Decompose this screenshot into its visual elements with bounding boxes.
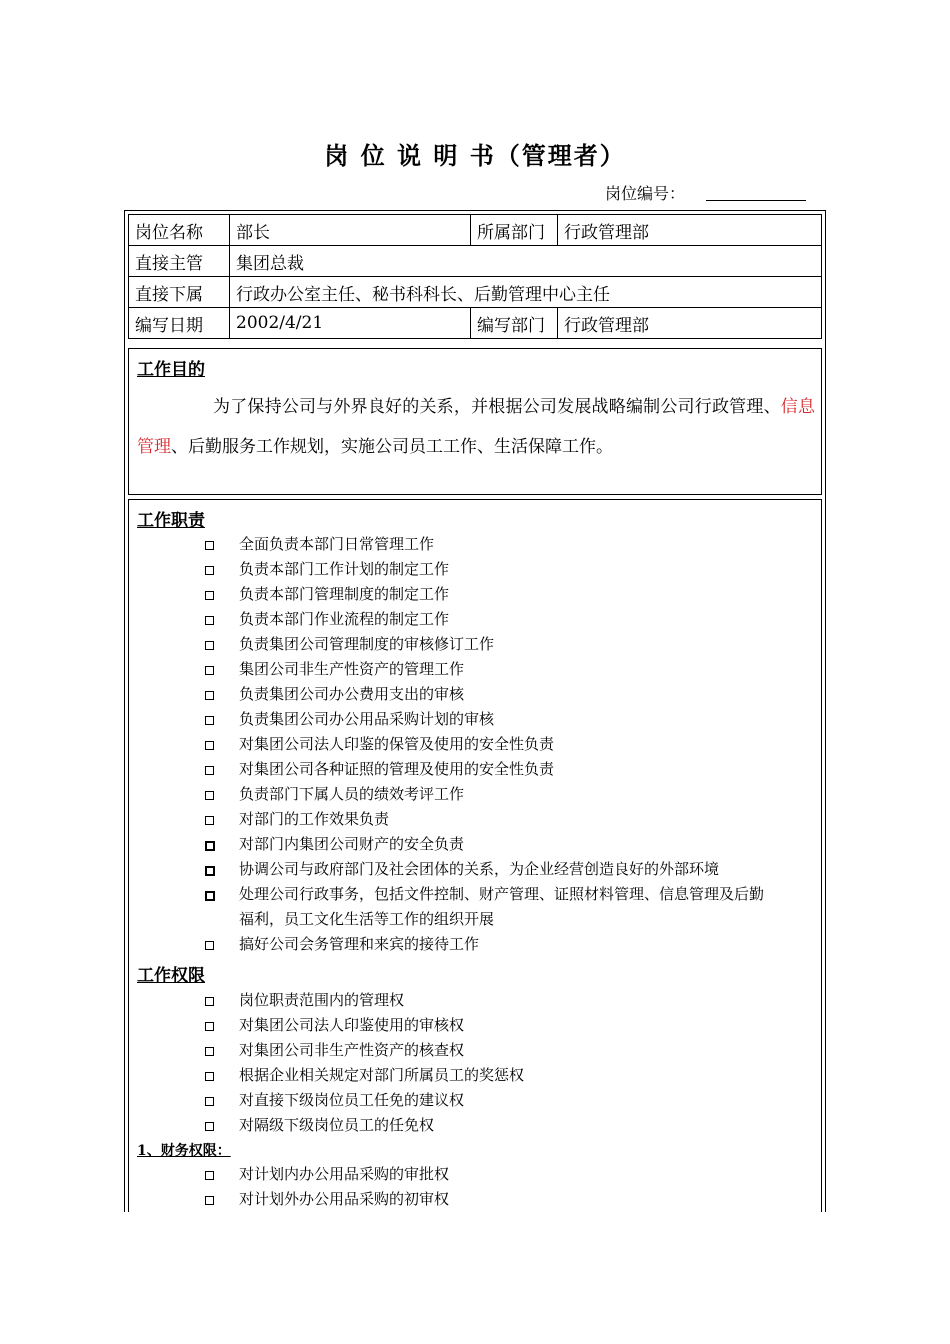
authority-item: 对直接下级岗位员工任免的建议权 (239, 1091, 465, 1109)
position-number-blank (706, 200, 806, 201)
checkbox-icon (205, 1047, 214, 1056)
subordinates-label: 直接下属 (129, 277, 230, 308)
authority-item: 根据企业相关规定对部门所属员工的奖惩权 (239, 1066, 525, 1084)
checkbox-icon (205, 997, 214, 1006)
checkbox-icon (205, 591, 214, 600)
duty-item: 全面负责本部门日常管理工作 (239, 535, 435, 553)
checkbox-icon (205, 891, 215, 901)
checkbox-icon (205, 1122, 214, 1131)
checkbox-icon (205, 1097, 214, 1106)
info-table (128, 214, 822, 339)
info-row-supervisor (129, 246, 822, 277)
purpose-text-part2: 、后勤服务工作规划，实施公司员工工作、生活保障工作。 (171, 437, 613, 457)
checkbox-icon (205, 816, 214, 825)
department-value: 行政管理部 (558, 215, 822, 246)
supervisor-value: 集团总裁 (230, 246, 822, 277)
duty-item: 对集团公司各种证照的管理及使用的安全性负责 (239, 760, 555, 778)
position-name-value: 部长 (230, 215, 471, 246)
duty-item: 对集团公司法人印鉴的保管及使用的安全性负责 (239, 735, 555, 753)
checkbox-icon (205, 866, 215, 876)
finance-item: 对计划内办公用品采购的审批权 (239, 1165, 450, 1183)
duty-item: 负责本部门作业流程的制定工作 (239, 610, 450, 628)
position-number-label: 岗位编号： (605, 184, 686, 203)
info-row-date (129, 308, 822, 339)
authority-item: 岗位职责范围内的管理权 (239, 991, 405, 1009)
checkbox-icon (205, 741, 214, 750)
checkbox-icon (205, 1171, 214, 1180)
checkbox-icon (205, 1196, 214, 1205)
duty-item: 负责本部门工作计划的制定工作 (239, 560, 450, 578)
purpose-text-part1: 为了保持公司与外界良好的关系，并根据公司发展战略编制公司行政管理、 (213, 397, 781, 417)
duty-item: 搞好公司会务管理和来宾的接待工作 (239, 935, 480, 953)
authority-heading: 工作权限 (137, 966, 205, 986)
checkbox-icon (205, 841, 215, 851)
duties-authority-section (128, 499, 822, 1212)
author-dept-value: 行政管理部 (558, 308, 822, 339)
purpose-section (128, 348, 822, 495)
authority-item: 对隔级下级岗位员工的任免权 (239, 1116, 435, 1134)
checkbox-icon (205, 566, 214, 575)
purpose-heading: 工作目的 (137, 360, 205, 380)
checkbox-icon (205, 691, 214, 700)
department-label: 所属部门 (471, 215, 558, 246)
purpose-text (137, 387, 815, 467)
duty-item: 集团公司非生产性资产的管理工作 (239, 660, 465, 678)
subordinates-value: 行政办公室主任、秘书科科长、后勤管理中心主任 (230, 277, 822, 308)
info-row-position (129, 215, 822, 246)
date-value: 2002/4/21 (230, 308, 471, 339)
duty-item: 对部门内集团公司财产的安全负责 (239, 835, 465, 853)
duty-item: 负责本部门管理制度的制定工作 (239, 585, 450, 603)
checkbox-icon (205, 616, 214, 625)
checkbox-icon (205, 541, 214, 550)
duty-item: 负责集团公司办公费用支出的审核 (239, 685, 465, 703)
duty-item: 处理公司行政事务，包括文件控制、财产管理、证照材料管理、信息管理及后勤 (239, 885, 765, 903)
duty-item-continuation: 福利，员工文化生活等工作的组织开展 (239, 910, 495, 928)
authority-item: 对集团公司非生产性资产的核查权 (239, 1041, 465, 1059)
checkbox-icon (205, 666, 214, 675)
info-row-subordinates (129, 277, 822, 308)
checkbox-icon (205, 791, 214, 800)
duty-item: 负责集团公司办公用品采购计划的审核 (239, 710, 495, 728)
checkbox-icon (205, 716, 214, 725)
checkbox-icon (205, 941, 214, 950)
supervisor-label: 直接主管 (129, 246, 230, 277)
checkbox-icon (205, 641, 214, 650)
duties-heading: 工作职责 (137, 511, 205, 531)
authority-item: 对集团公司法人印鉴使用的审核权 (239, 1016, 465, 1034)
purpose-highlight: 信息管理 (137, 397, 816, 457)
finance-authority-heading: 1、财务权限： (137, 1143, 231, 1159)
date-label: 编写日期 (129, 308, 230, 339)
duty-item: 负责集团公司管理制度的审核修订工作 (239, 635, 495, 653)
checkbox-icon (205, 1022, 214, 1031)
page-title: 岗 位 说 明 书（管理者） (324, 141, 626, 170)
position-name-label: 岗位名称 (129, 215, 230, 246)
author-dept-label: 编写部门 (471, 308, 558, 339)
checkbox-icon (205, 1072, 214, 1081)
checkbox-icon (205, 766, 214, 775)
finance-item: 对计划外办公用品采购的初审权 (239, 1190, 450, 1208)
duty-item: 对部门的工作效果负责 (239, 810, 390, 828)
duty-item: 负责部门下属人员的绩效考评工作 (239, 785, 465, 803)
duty-item: 协调公司与政府部门及社会团体的关系，为企业经营创造良好的外部环境 (239, 860, 720, 878)
